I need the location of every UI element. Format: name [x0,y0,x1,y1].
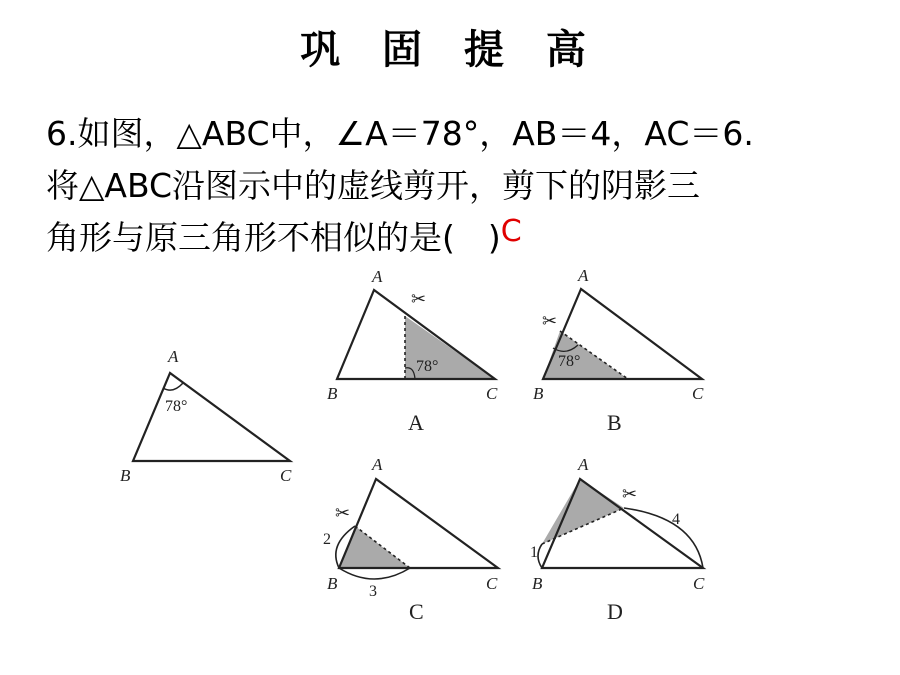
option-a-angle-label: 78° [416,358,439,375]
option-c-caption: C [409,599,424,624]
option-d-label-b: B [532,574,543,593]
question-line-2: 将△ABC沿图示中的虚线剪开，剪下的阴影三 [46,166,701,205]
option-c-shaded-triangle [339,526,410,568]
option-a-label-a: A [372,267,383,286]
answer-text: C [500,214,522,249]
question-line-1: 6.如图，△ABC中，∠A＝78°，AB＝4，AC＝6. [46,114,754,153]
original-label-c: C [280,466,292,485]
option-b-caption: B [607,410,622,435]
option-d-scissors-icon: ✂ [622,484,638,505]
option-d-arc-1 [538,544,542,568]
option-d-length-4: 4 [672,511,680,528]
figure-option-a [327,267,498,435]
option-c-label-b: B [327,574,338,593]
figure-option-c [323,455,498,624]
option-d-label-c: C [693,574,705,593]
option-a-caption: A [408,410,424,435]
option-c-scissors-icon: ✂ [335,503,351,524]
option-d-length-1: 1 [530,544,538,561]
option-c-length-3: 3 [369,583,377,600]
option-c-label-a: A [372,455,383,474]
option-d-label-a: A [578,455,589,474]
option-b-label-a: A [578,266,589,285]
option-b-shaded-triangle [543,331,628,379]
figure-option-b [533,266,704,435]
option-b-angle-label: 78° [558,353,581,370]
figure-option-d [530,455,705,624]
option-d-caption: D [607,599,623,624]
option-c-length-2: 2 [323,531,331,548]
option-a-scissors-icon: ✂ [411,289,427,310]
option-a-label-c: C [486,384,498,403]
option-c-arc-3 [339,568,410,579]
original-triangle [133,373,290,461]
original-angle-label: 78° [165,398,188,415]
option-b-scissors-icon: ✂ [542,311,558,332]
question-line-3: 角形与原三角形不相似的是( )C [46,214,522,257]
figure-original [120,347,292,485]
original-label-a: A [168,347,179,366]
original-label-b: B [120,466,131,485]
option-b-label-c: C [692,384,704,403]
option-d-shaded-triangle [542,479,624,544]
option-b-label-b: B [533,384,544,403]
page-title: 巩 固 提 高 [300,27,600,73]
option-c-label-c: C [486,574,498,593]
option-a-label-b: B [327,384,338,403]
